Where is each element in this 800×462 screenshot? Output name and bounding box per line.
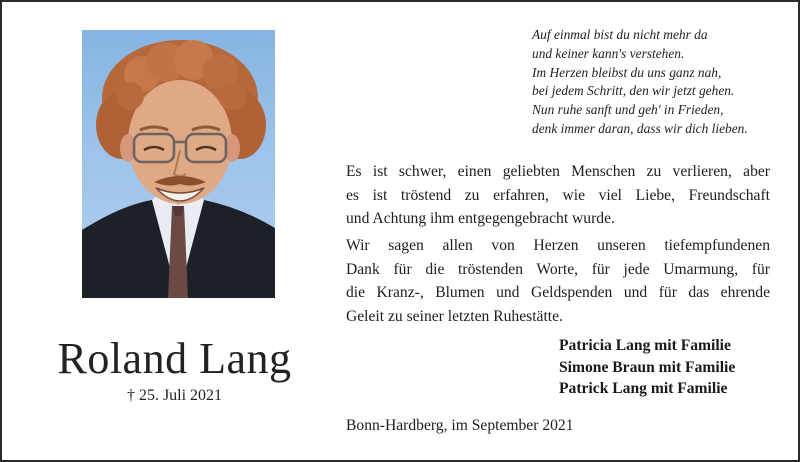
place-date: Bonn-Hardberg, im September 2021 — [346, 417, 574, 434]
paragraph-line: Geleit zu seiner letzten Ruhestätte. — [346, 307, 563, 325]
poem-line: Auf einmal bist du nicht mehr da — [532, 27, 708, 42]
cross-icon: † — [126, 387, 135, 404]
poem-line: bei jedem Schritt, den wir jetzt gehen. — [532, 83, 735, 99]
paragraph-line: es ist tröstend zu erfahren, wie viel Liebe, Freundschaft — [346, 186, 770, 204]
paragraph-line: die Kranz-, Blumen und Geldspenden und für das ehrende — [346, 284, 770, 302]
poem-line: denk immer daran, dass wir dich lieben. — [532, 120, 748, 136]
portrait-photo — [82, 30, 275, 298]
thanks-paragraph-1 — [346, 160, 770, 231]
paragraph-line: und Achtung ihm entgegengebracht wurde. — [346, 210, 615, 228]
signer: Patricia Lang mit Familie — [559, 337, 731, 354]
deceased-name: Roland Lang — [57, 334, 292, 383]
paragraph-line: Dank für die tröstenden Worte, für jede Umarmung, für — [346, 260, 770, 278]
paragraph-line: Es ist schwer, einen geliebten Menschen zu verlieren, aber — [346, 163, 770, 180]
poem — [532, 26, 794, 139]
poem-line: Im Herzen bleibst du uns ganz nah, — [532, 64, 722, 80]
poem-line: Nun ruhe sanft und geh' in Frieden, — [532, 102, 724, 118]
signer: Patrick Lang mit Familie — [559, 380, 728, 397]
poem-line: und keiner kann's verstehen. — [532, 45, 685, 61]
signer: Simone Braun mit Familie — [559, 358, 736, 376]
death-date-line — [22, 386, 327, 406]
paragraph-line: Wir sagen allen von Herzen unseren tiefempfundenen — [346, 237, 770, 254]
thanks-paragraph-2 — [346, 234, 770, 328]
signers — [559, 335, 735, 400]
death-date: 25. Juli 2021 — [138, 387, 223, 404]
